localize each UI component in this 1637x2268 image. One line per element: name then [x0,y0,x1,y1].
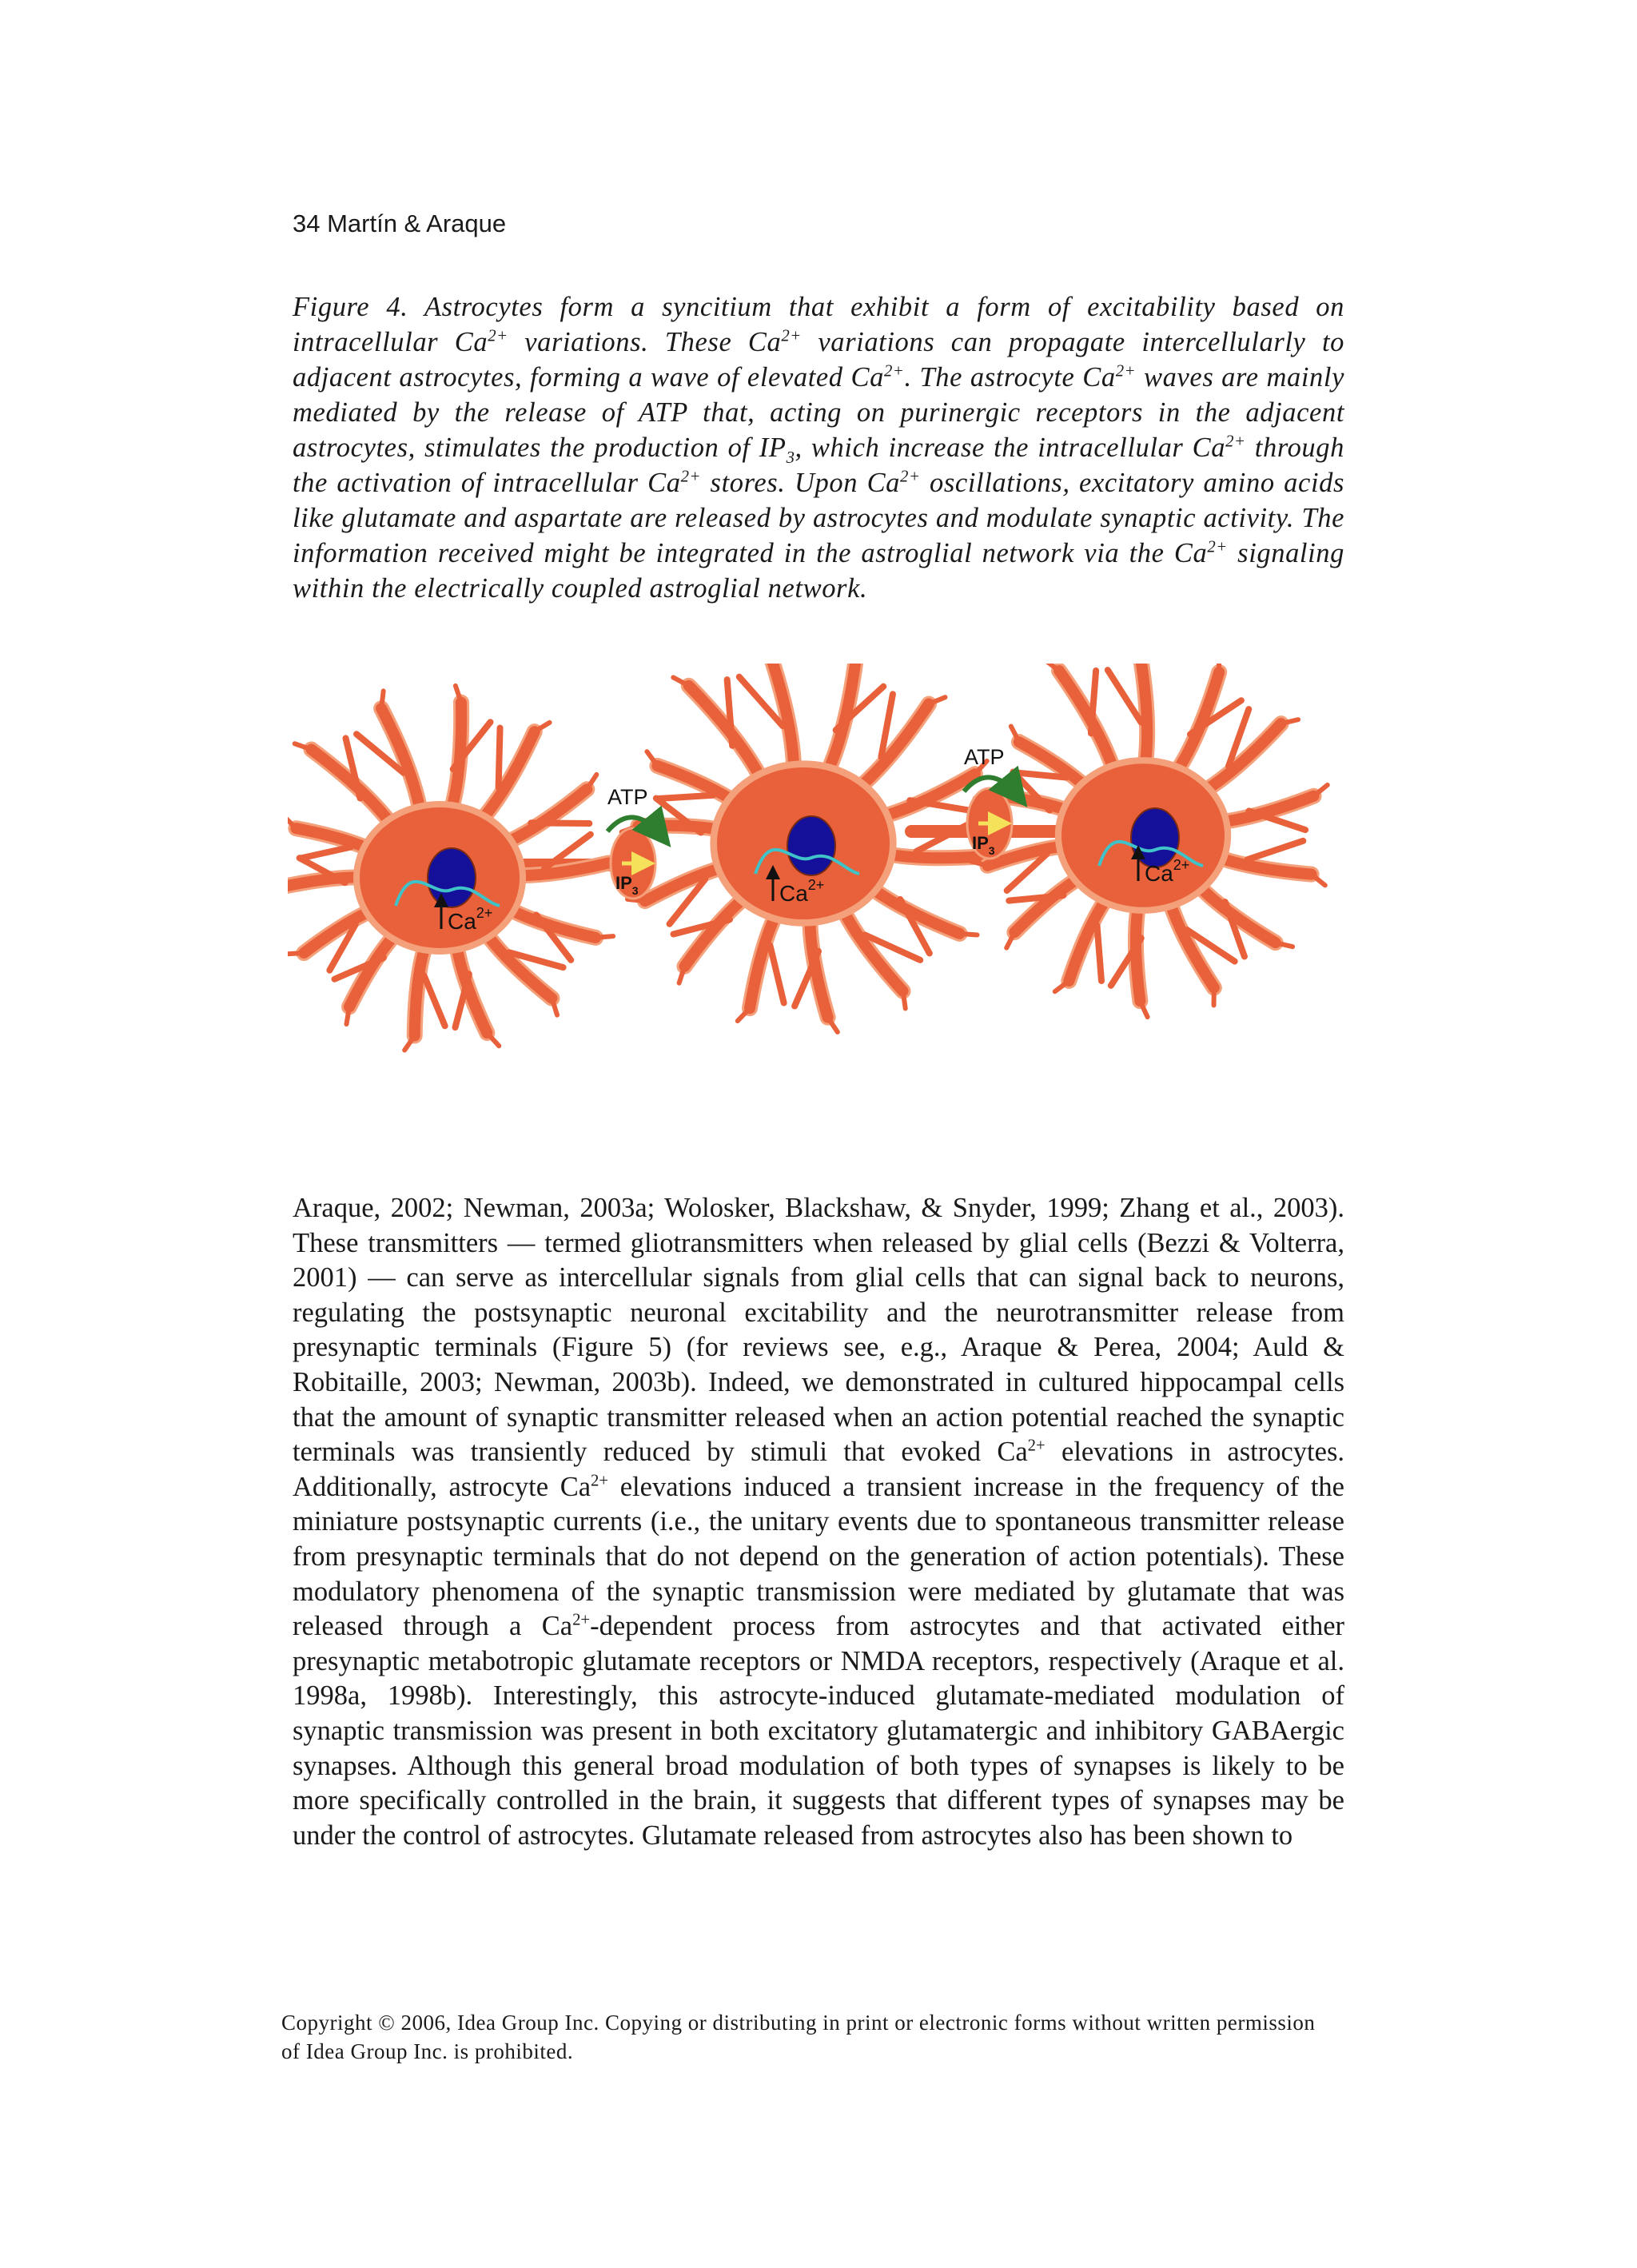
body-paragraph: Araque, 2002; Newman, 2003a; Wolosker, Blackshaw, & Snyder, 1999; Zhang et al., 2003). These transmitters — termed gliotransmitters when released by glial cells (Bezzi & Volterra, 2001) — can serve as intercellular signals from glial cells that can signal back to neurons, regulating the postsynaptic neuronal excitability and the neurotransmitter release from presynaptic terminals (Figure 5) (for reviews see, e.g., Araque & Perea, 2004; Auld & Robitaille, 2003; Newman, 2003b). Indeed, we demonstrated in cultured hippocampal cells that the amount of synaptic transmitter released when an action potential reached the synaptic terminals was transiently reduced by stimuli that evoked $Ca^{2+}$ elevations in astrocytes. Additionally, astrocyte $Ca^{2+}$ elevations induced a transient increase in the frequency of the miniature postsynaptic currents (i.e., the unitary events due to spontaneous transmitter release from presynaptic terminals that do not depend on the generation of action potentials). These modulatory phenomena of the synaptic transmission were mediated by glutamate that was released through a $Ca^{2+}$-dependent process from astrocytes and that activated either presynaptic metabotropic glutamate receptors or NMDA receptors, respectively (Araque et al. 1998a, 1998b). Interestingly, this astrocyte-induced glutamate-mediated modulation of synaptic transmission was present in both excitatory glutamatergic and inhibitory GABAergic synapses. Although this general broad modulation of both types of synapses is likely to be more specifically controlled in the brain, it suggests that different types of synapses may be under the control of astrocytes. Glutamate released from astrocytes also has been shown to [293,1193,1345,1851]
caption-label: Figure 4. [293,292,408,322]
astrocyte-figure [288,664,1349,1063]
running-head: 34 Martín & Araque [293,209,507,237]
ip3-label: $IP_3$ [972,833,995,857]
astrocyte-3 [970,664,1328,1017]
ip3-label: $IP_3$ [615,873,639,897]
calcium-label: $Ca^{2+}$ [1145,857,1190,886]
calcium-label: $Ca^{2+}$ [779,877,825,906]
gap-junction-1 [607,785,662,899]
astrocyte-1 [288,686,625,1050]
nucleus [428,848,476,907]
figure-caption: Figure 4. Astrocytes form a syncitium that exhibit a form of excitability based on intracellular $Ca^{2+}$ variations. These $Ca^{2+}$ variations can propagate intercellularly to adjacent astrocytes, forming a wave of elevated $Ca^{2+}$. The astrocyte $Ca^{2+}$ waves are mainly mediated by the release of ATP that, acting on purinergic receptors in the adjacent astrocytes, stimulates the production of $IP_3$, which increase the intracellular $Ca^{2+}$ through the activation of intracellular $Ca^{2+}$ stores. Upon $Ca^{2+}$ oscillations, excitatory amino acids like glutamate and aspartate are released by astrocytes and modulate synaptic activity. The information received might be integrated in the astroglial network via the $Ca^{2+}$ signaling within the electrically coupled astroglial network. [293,292,1345,604]
atp-label: ATP [607,785,648,809]
nucleus [787,816,835,875]
atp-label: ATP [964,745,1005,769]
astrocyte-2 [622,664,1002,1032]
calcium-label: $Ca^{2+}$ [448,905,493,934]
astrocyte-figure-svg [288,664,1349,1063]
copyright-notice: Copyright © 2006, Idea Group Inc. Copying or distributing in print or electronic forms without written permission of Idea Group Inc. is prohibited. [281,2011,1316,2063]
